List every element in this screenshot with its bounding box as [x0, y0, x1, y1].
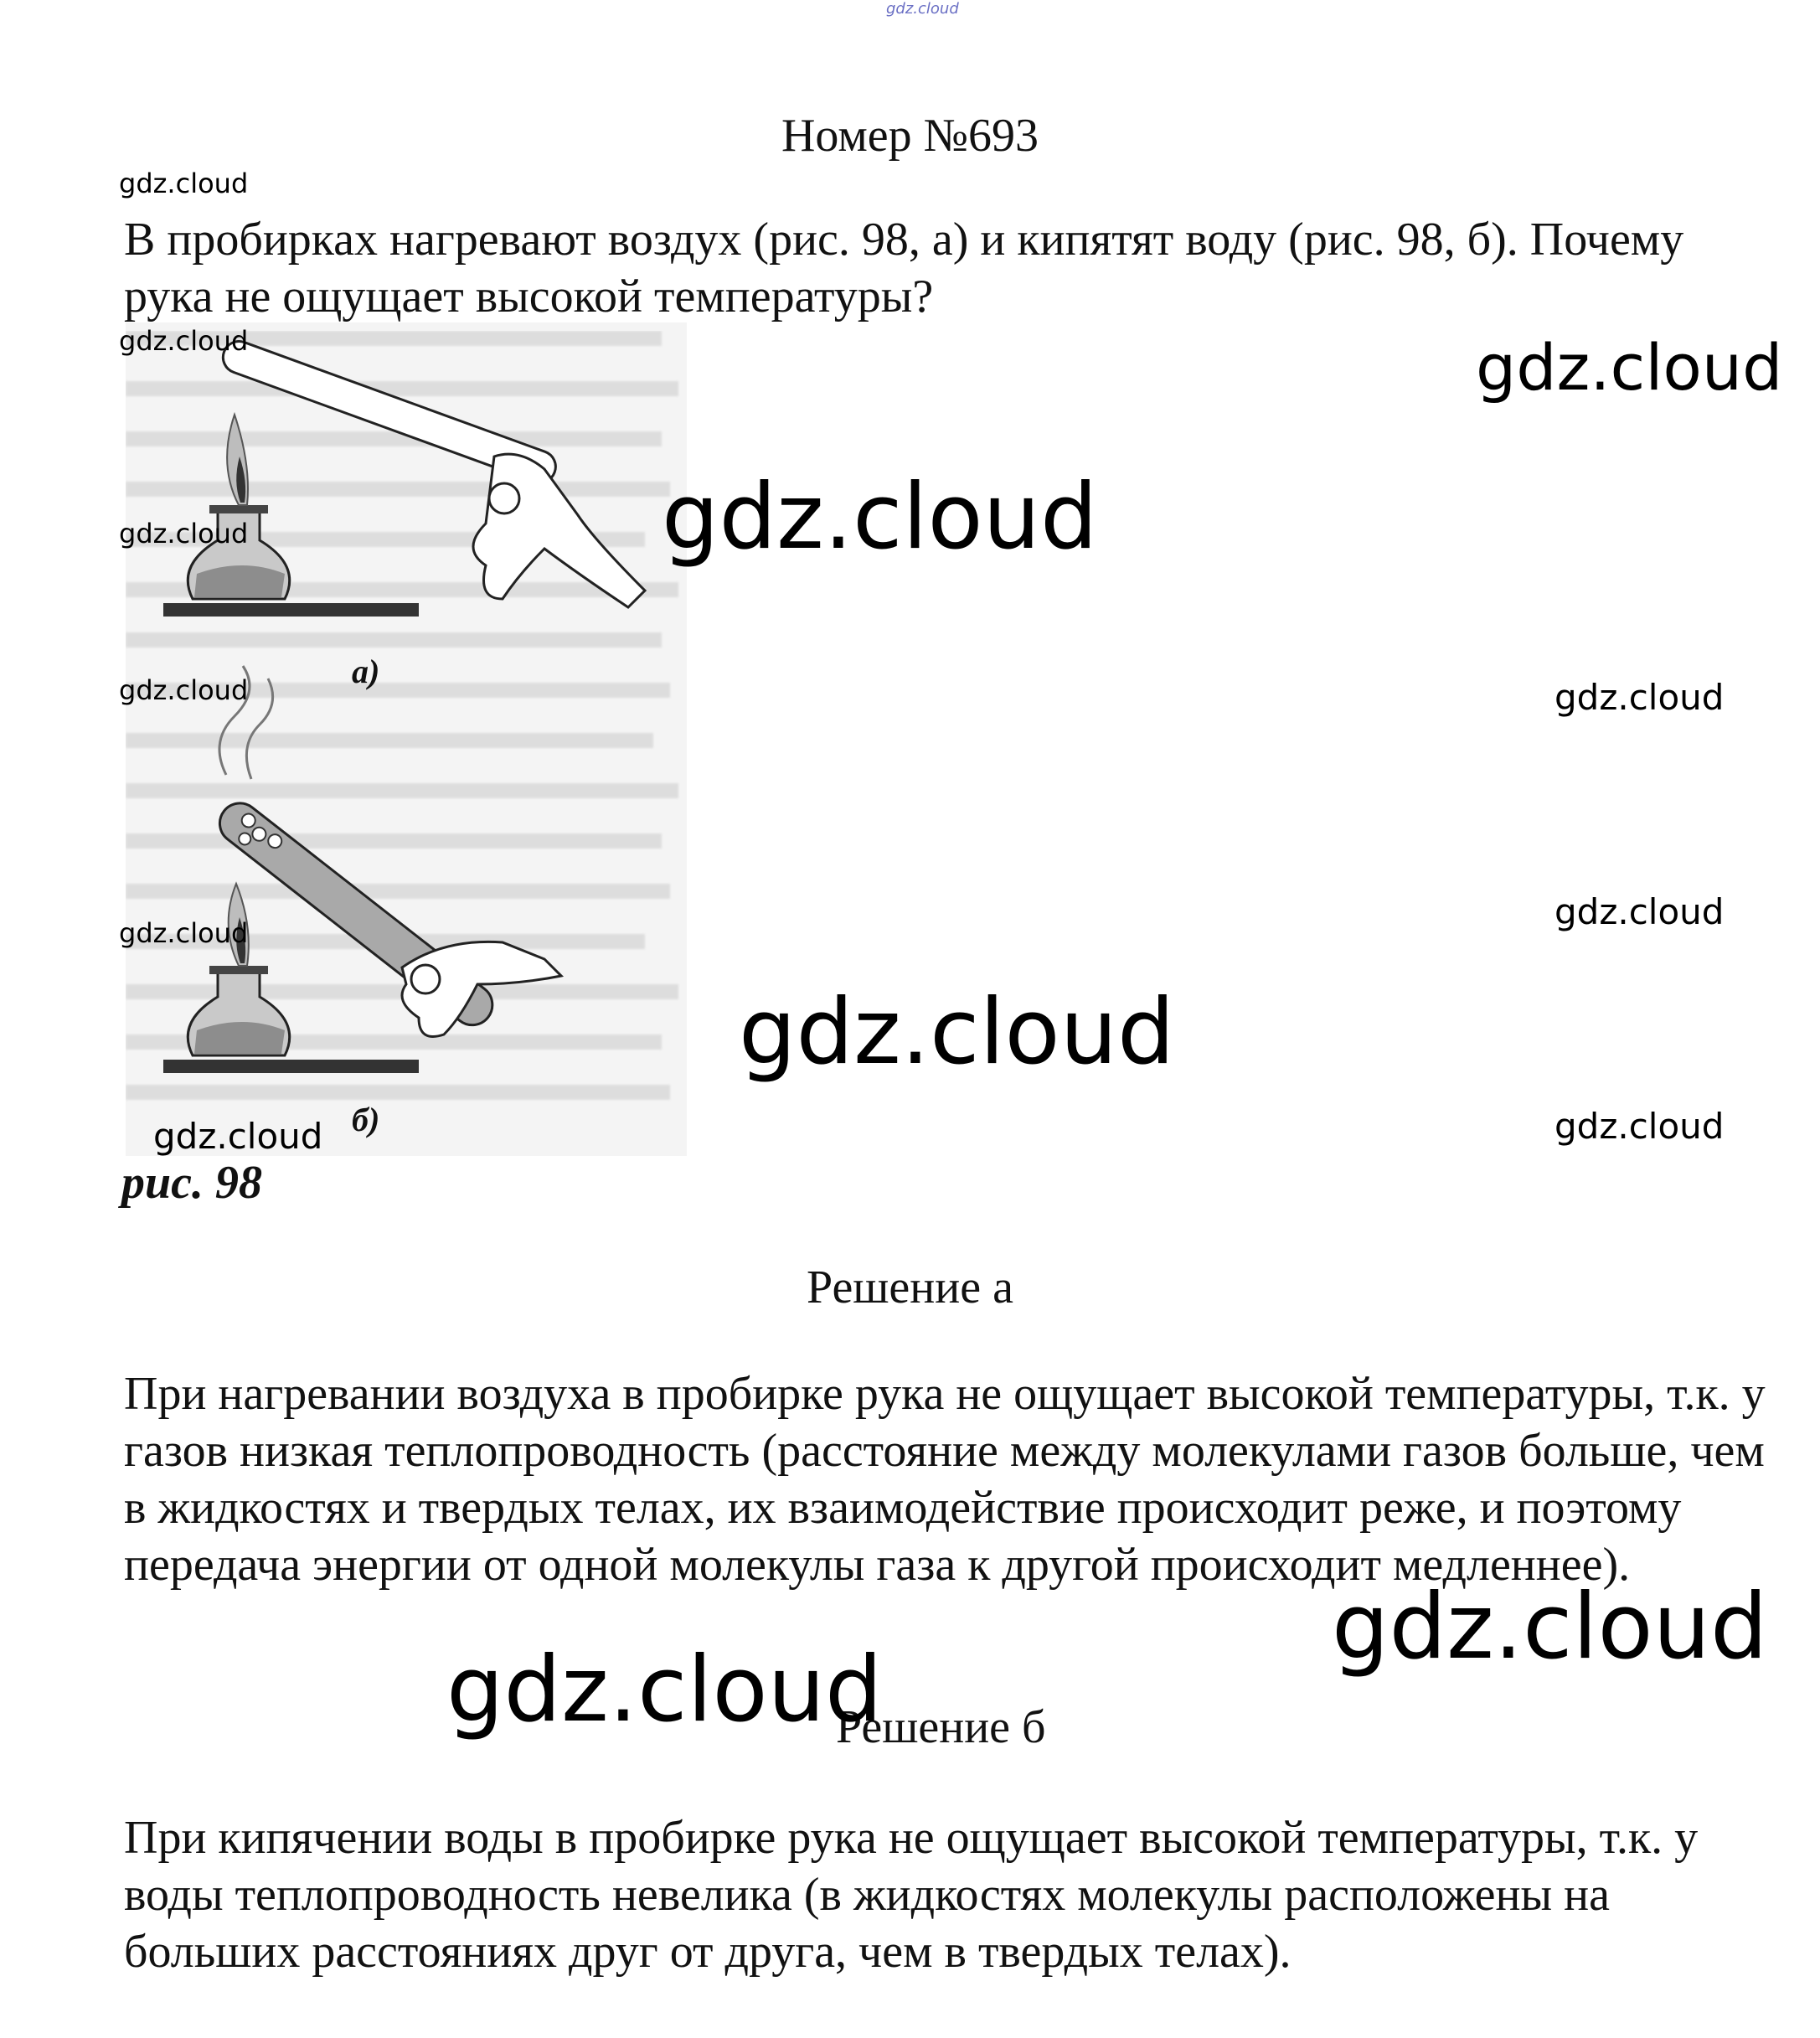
solution-a-text: При нагревании воздуха в пробирке рука не ощущает высокой температуры, т.к. у газов низкая теплопроводность (расстояние между молекулами газов больше, чем в жидкостях и твердых телах, их взаимодействие происходит реже, и поэтому передача энергии от одной молекулы газа к другой происходит медленнее).	[124, 1368, 1766, 1591]
figure-caption: рис. 98	[121, 1157, 262, 1209]
watermark: gdz.cloud	[1476, 330, 1783, 405]
watermark: gdz.cloud	[119, 168, 249, 199]
watermark: gdz.cloud	[119, 518, 249, 549]
question-text: В пробирках нагревают воздух (рис. 98, а) и кипятят воду (рис. 98, б). Почему рука не ощущает высокой температуры?	[124, 214, 1684, 322]
watermark: gdz.cloud	[119, 325, 249, 357]
watermark: gdz.cloud	[1554, 891, 1725, 932]
figure-98	[126, 322, 687, 1156]
figure-label-b: б)	[352, 1101, 380, 1138]
solution-b-heading: Решение б	[836, 1701, 1046, 1753]
top-watermark: gdz.cloud	[886, 0, 959, 18]
watermark: gdz.cloud	[1554, 677, 1725, 718]
watermark: gdz.cloud	[1332, 1575, 1768, 1679]
watermark: gdz.cloud	[446, 1638, 883, 1742]
watermark: gdz.cloud	[739, 980, 1175, 1085]
page-title: Номер №693	[781, 110, 1039, 162]
watermark: gdz.cloud	[119, 917, 249, 949]
figure-label-a: а)	[352, 653, 380, 690]
watermark: gdz.cloud	[662, 465, 1098, 570]
watermark: gdz.cloud	[153, 1116, 323, 1157]
watermark: gdz.cloud	[119, 674, 249, 706]
watermark: gdz.cloud	[1554, 1106, 1725, 1147]
solution-b-text: При кипячении воды в пробирке рука не ощущает высокой температуры, т.к. у воды теплопроводность невелика (в жидкостях молекулы расположены на больших расстояниях друг от друга, чем в твердых телах).	[124, 1812, 1699, 1978]
solution-a-heading: Решение а	[807, 1261, 1013, 1313]
figure-98-illustration	[126, 322, 687, 1156]
